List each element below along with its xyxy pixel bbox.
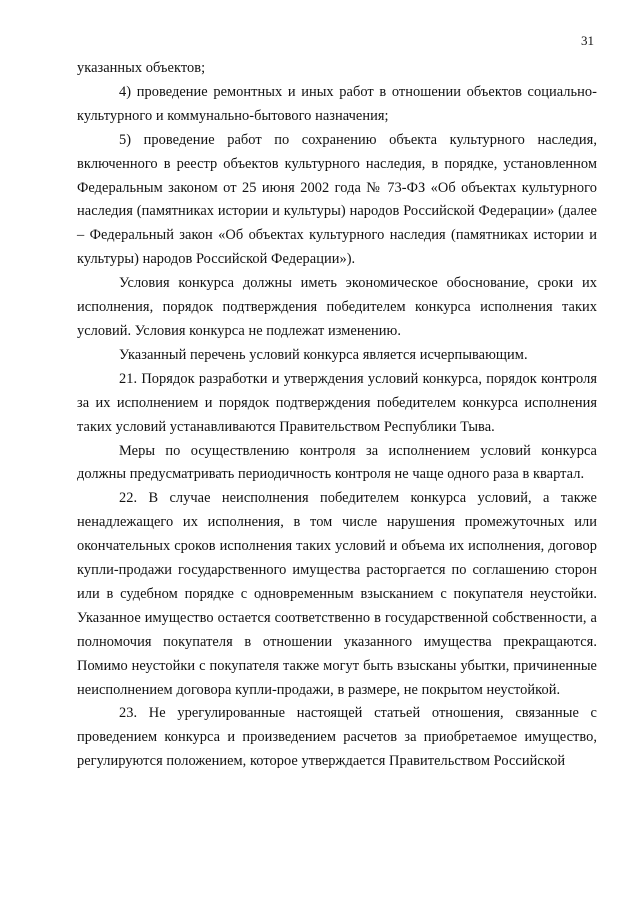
paragraph-item-4: 4) проведение ремонтных и иных работ в отношении объектов социально-культурного и коммунально-бытового назначения; (77, 83, 597, 124)
paragraph-article-23: 23. Не урегулированные настоящей статьей отношения, связанные с проведением конкурса и произведением расчетов за приобретаемое имущество, регулируются положением, которое утверждается Правительством Российской (77, 705, 597, 770)
paragraph-exhaustive-list: Указанный перечень условий конкурса является исчерпывающим. (119, 346, 528, 363)
page-number: 31 (581, 33, 594, 48)
document-body (77, 57, 597, 774)
paragraph-control-measures: Меры по осуществлению контроля за исполнением условий конкурса должны предусматривать периодичность контроля не чаще одного раза в квартал. (77, 442, 597, 483)
paragraph-item-5: 5) проведение работ по сохранению объекта культурного наследия, включенного в реестр объектов культурного наследия, в порядке, установленном Федеральным законом от 25 июня 2002 года № 73-ФЗ «Об объектах культурного наследия (памятниках истории и культуры) народов Российской Федерации» (далее – Федеральный закон «Об объектах культурного наследия (памятниках истории и культуры) народов Российской Федерации»). (77, 131, 597, 268)
paragraph-continuation: указанных объектов; (77, 60, 206, 76)
paragraph-article-21: 21. Порядок разработки и утверждения условий конкурса, порядок контроля за их исполнением и порядок подтверждения победителем конкурса исполнения таких условий устанавливаются Правительством Республики Тыва. (77, 370, 597, 435)
paragraph-contest-conditions: Условия конкурса должны иметь экономическое обоснование, сроки их исполнения, порядок подтверждения победителем конкурса исполнения таких условий. Условия конкурса не подлежат изменению. (77, 275, 597, 339)
paragraph-article-22: 22. В случае неисполнения победителем конкурса условий, а также ненадлежащего их исполнения, в том числе нарушения промежуточных или окончательных сроков исполнения таких условий и объема их исполнения, договор купли-продажи государственного имущества расторгается по соглашению сторон или в судебном порядке с одновременным взысканием с покупателя неустойки. Указанное имущество остается соответственно в государственной собственности, а полномочия покупателя в отношении указанного имущества прекращаются. Помимо неустойки с покупателя также могут быть взысканы убытки, причиненные неисполнением договора купли-продажи, в размере, не покрытом неустойкой. (77, 490, 597, 698)
